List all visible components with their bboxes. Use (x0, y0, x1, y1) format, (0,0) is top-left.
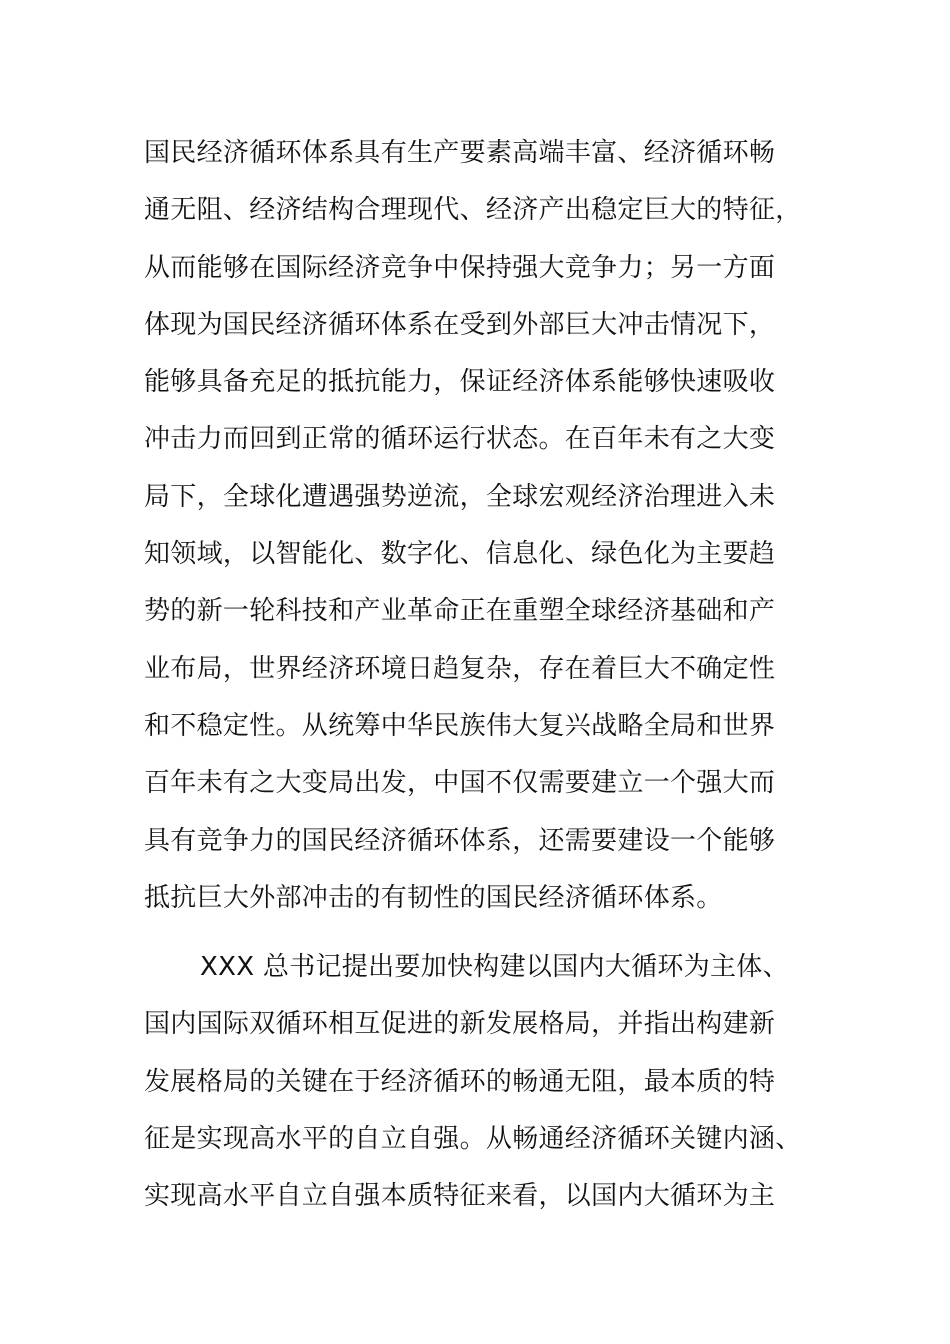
text-line: 征是实现高水平的自立自强。从畅通经济循环关键内涵、 (144, 1123, 802, 1154)
text-line: 冲击力而回到正常的循环运行状态。在百年未有之大变 (144, 424, 776, 455)
text-line: 通无阻、经济结构合理现代、经济产出稳定巨大的特征， (144, 195, 802, 226)
text-line: 从而能够在国际经济竞争中保持强大竞争力；另一方面 (144, 252, 776, 283)
paragraph-1 (144, 125, 844, 927)
text-line: 实现高水平自立自强本质特征来看，以国内大循环为主 (144, 1181, 776, 1212)
text-line: 知领域，以智能化、数字化、信息化、绿色化为主要趋 (144, 539, 776, 570)
text-line: 百年未有之大变局出发，中国不仅需要建立一个强大而 (144, 768, 776, 799)
text-line: 抵抗巨大外部冲击的有韧性的国民经济循环体系。 (144, 882, 723, 913)
text-line: 国民经济循环体系具有生产要素高端丰富、经济循环畅 (144, 138, 776, 168)
text-line: 和不稳定性。从统筹中华民族伟大复兴战略全局和世界 (144, 710, 776, 741)
text-line: 体现为国民经济循环体系在受到外部巨大冲击情况下， (144, 309, 776, 340)
text-line: 发展格局的关键在于经济循环的畅通无阻，最本质的特 (144, 1066, 776, 1097)
text-line: 局下，全球化遭遇强势逆流，全球宏观经济治理进入未 (144, 481, 776, 512)
text-line: 业布局，世界经济环境日趋复杂，存在着巨大不确定性 (144, 653, 776, 684)
text-line: 国内国际双循环相互促进的新发展格局，并指出构建新 (144, 1009, 776, 1040)
paragraph-2 (144, 939, 844, 1225)
text-line: 能够具备充足的抵抗能力，保证经济体系能够快速吸收 (144, 367, 776, 398)
text-line: 势的新一轮科技和产业革命正在重塑全球经济基础和产 (144, 596, 776, 627)
text-line: XXX 总书记提出要加快构建以国内大循环为主体、 (200, 952, 789, 982)
text-line: 具有竞争力的国民经济循环体系，还需要建设一个能够 (144, 825, 776, 856)
